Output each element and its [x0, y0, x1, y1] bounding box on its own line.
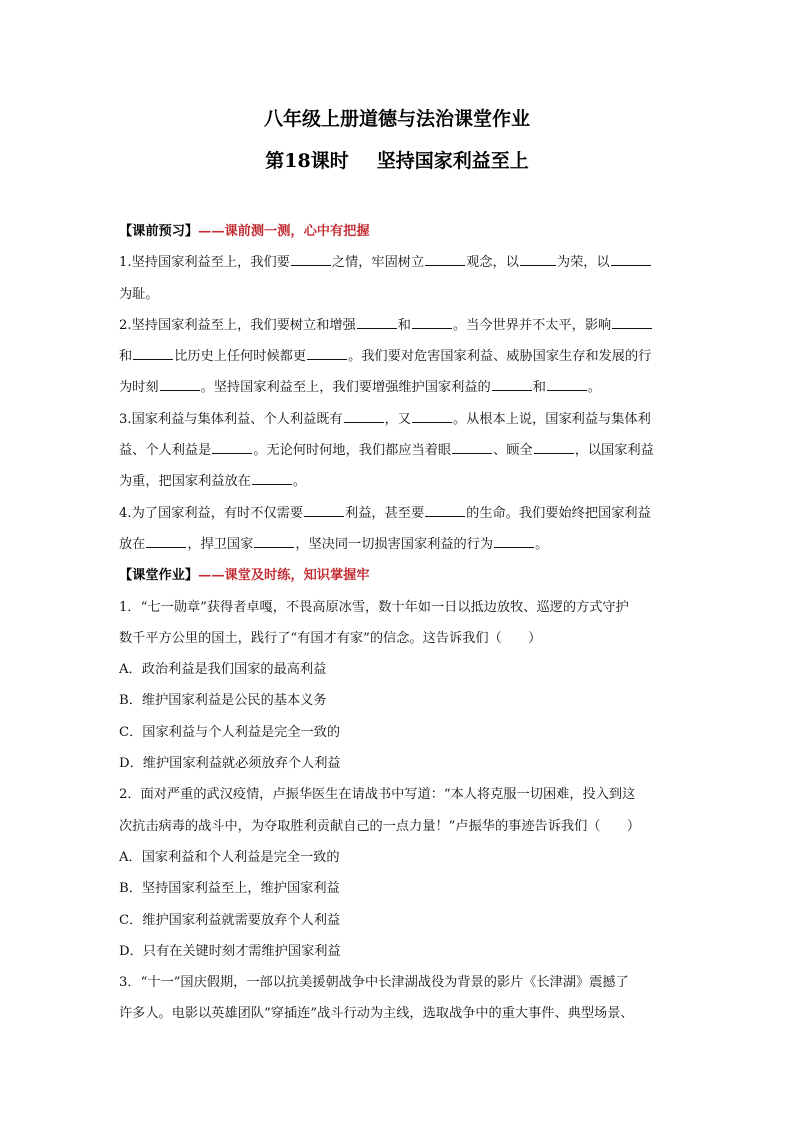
answer-blank	[425, 502, 465, 517]
lesson-name: 坚持国家利益至上	[376, 150, 529, 172]
answer-blank	[344, 408, 384, 423]
preview-section-header	[119, 216, 679, 247]
answer-blank	[304, 502, 344, 517]
lesson-title	[0, 146, 794, 173]
answer-blank	[291, 251, 331, 266]
answer-blank	[212, 439, 252, 454]
lesson-number: 第18课时	[265, 150, 349, 172]
answer-blank	[494, 533, 534, 548]
preview-question-1: 1.坚持国家利益至上，我们要 之情，牢固树立 观念，以 为荣，以 为耻。	[119, 247, 679, 310]
answer-blank	[612, 314, 652, 329]
question-2-stem: 2．面对严重的武汉疫情，卢振华医生在请战书中写道：“本人将克服一切困难，投入到这 次抗击病毒的战斗中，为夺取胜利贡献自己的一点力量！”卢振华的事迹告诉我们（ ）	[119, 787, 641, 834]
question-2-option-b: B．坚持国家利益至上，维护国家利益	[119, 881, 340, 897]
question-2-option-d: D．只有在关键时刻才需维护国家利益	[119, 943, 341, 959]
answer-blank	[252, 470, 292, 485]
answer-blank	[412, 314, 452, 329]
question-1-option-c: C．国家利益与个人利益是完全一致的	[119, 724, 341, 740]
preview-question-4: 4.为了国家利益，有时不仅需要 利益，甚至要 的生命。我们要始终把国家利益 放在 ，捍卫国家 ，坚决同一切损害国家利益的行为 。	[119, 498, 679, 561]
preview-header: 【课前预习】	[119, 224, 199, 239]
homework-subtitle: ——课堂及时练，知识掌握牢	[198, 568, 370, 584]
answer-blank	[357, 314, 397, 329]
question-1-stem: 1．“七一勋章”获得者卓嘎，不畏高原冰雪，数十年如一日以抵边放牧、巡逻的方式守护 数千平方公里的国土，践行了“有国才有家”的信念。这告诉我们（ ）	[119, 599, 629, 646]
preview-question-2: 2.坚持国家利益至上，我们要树立和增强 和 。当今世界并不太平，影响 和 比历史上任何时候都更 。我们要对危害国家利益、威胁国家生存和发展的行 为时刻 。坚持国家利益至上，我们要增强维护国家利益的 和 。	[119, 310, 679, 404]
answer-blank	[307, 345, 347, 360]
answer-blank	[611, 251, 651, 266]
preview-question-3: 3.国家利益与集体利益、个人利益既有 ，又 。从根本上说，国家利益与集体利 益、个人利益是 。无论何时何地，我们都应当着眼 、顾全 ，以国家利益 为重，把国家利益放在 。	[119, 404, 679, 498]
answer-blank	[452, 439, 492, 454]
question-1-option-b: B．维护国家利益是公民的基本义务	[119, 693, 327, 709]
answer-blank	[254, 533, 294, 548]
homework-header: 【课堂作业】	[119, 568, 199, 584]
answer-blank	[547, 376, 587, 391]
question-1-option-d: D．维护国家利益就必须放弃个人利益	[119, 756, 341, 772]
answer-blank	[133, 345, 173, 360]
homework-section-header	[119, 560, 679, 591]
question-2-option-c: C．维护国家利益就需要放弃个人利益	[119, 912, 341, 928]
preview-subtitle: ——课前测一测，心中有把握	[198, 224, 370, 239]
question-2-option-a: A．国家利益和个人利益是完全一致的	[119, 849, 340, 865]
answer-blank	[492, 376, 532, 391]
question-3-stem: 3．“十一”国庆假期，一部以抗美援朝战争中长津湖战役为背景的影片《长津湖》震撼了 许多人。电影以英雄团队“穿插连”战斗行动为主线，选取战争中的重大事件、典型场景、	[119, 975, 634, 1022]
document-body	[119, 216, 679, 1030]
answer-blank	[425, 251, 465, 266]
answer-blank	[520, 251, 556, 266]
question-1-option-a: A．政治利益是我们国家的最高利益	[119, 662, 327, 678]
answer-blank	[534, 439, 574, 454]
answer-blank	[146, 533, 186, 548]
document-title: 八年级上册道德与法治课堂作业	[263, 108, 530, 130]
answer-blank	[412, 408, 452, 423]
answer-blank	[160, 376, 200, 391]
